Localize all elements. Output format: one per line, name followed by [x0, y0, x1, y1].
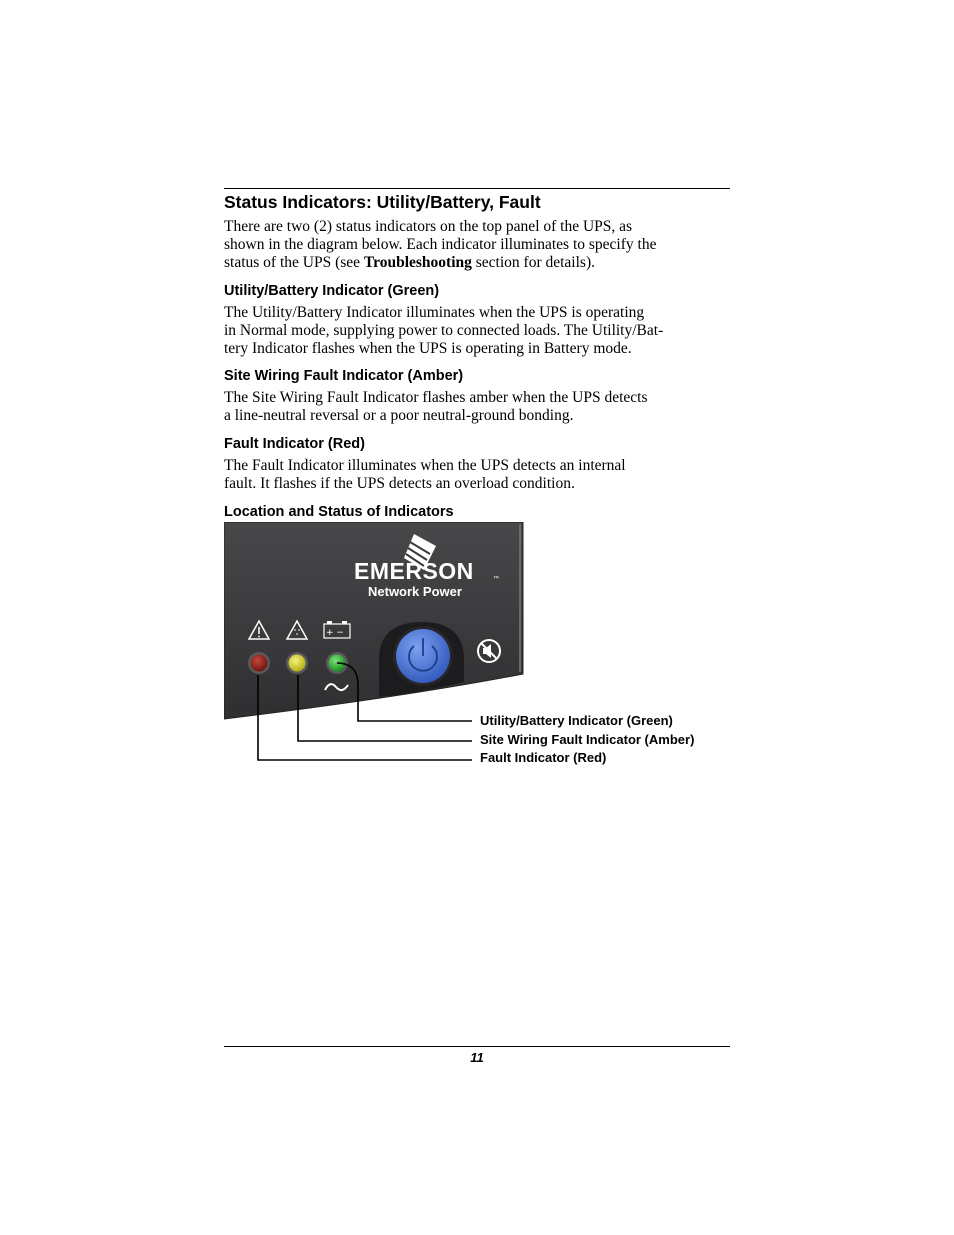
- page-number: 11: [470, 1050, 484, 1065]
- svg-text:+ −: + −: [326, 628, 344, 638]
- utility-battery-indicator-green-led: [326, 652, 348, 674]
- page-heading: Status Indicators: Utility/Battery, Fault: [224, 192, 541, 212]
- section-text-site-wiring: The Site Wiring Fault Indicator flashes amber when the UPS detects a line-neutral reversal or a poor neutral-ground bonding.: [224, 389, 648, 424]
- troubleshooting-reference: Troubleshooting: [363, 254, 472, 271]
- top-rule: [224, 188, 730, 189]
- ups-top-panel-figure: [224, 522, 524, 720]
- sub-brand: Network Power: [368, 584, 462, 599]
- figure-title: Location and Status of Indicators: [224, 504, 454, 520]
- callout-utility-battery-indicator: Utility/Battery Indicator (Green): [480, 713, 673, 728]
- section-title-utility: Utility/Battery Indicator (Green): [224, 283, 440, 299]
- brand-name: EMERSON: [354, 558, 474, 584]
- bottom-rule: [224, 1046, 730, 1047]
- section-title-site-wiring: Site Wiring Fault Indicator (Amber): [224, 368, 464, 384]
- section-text-utility: The Utility/Battery Indicator illuminates when the UPS is operating in Normal mode, supplying power to connected loads. The Utility/Bat- tery Indicator flashes when the UPS is operating in Battery mode.: [224, 304, 664, 357]
- panel-body: [224, 522, 523, 719]
- intro-paragraph: There are two (2) status indicators on the top panel of the UPS, as shown in the diagram below. Each indicator illuminates to specify the status of the UPS (see Troubleshooting section for details).: [224, 218, 657, 271]
- brand-trademark: ™: [493, 576, 499, 582]
- section-title-fault: Fault Indicator (Red): [224, 436, 365, 452]
- power-button: [393, 626, 453, 686]
- fault-indicator-red-led: [248, 652, 270, 674]
- section-text-fault: The Fault Indicator illuminates when the UPS detects an internal fault. It flashes if the UPS detects an overload condition.: [224, 457, 626, 492]
- callout-fault-indicator: Fault Indicator (Red): [480, 750, 607, 765]
- site-wiring-fault-indicator-amber-led: [286, 652, 308, 674]
- callout-site-wiring-fault-indicator: Site Wiring Fault Indicator (Amber): [480, 732, 695, 747]
